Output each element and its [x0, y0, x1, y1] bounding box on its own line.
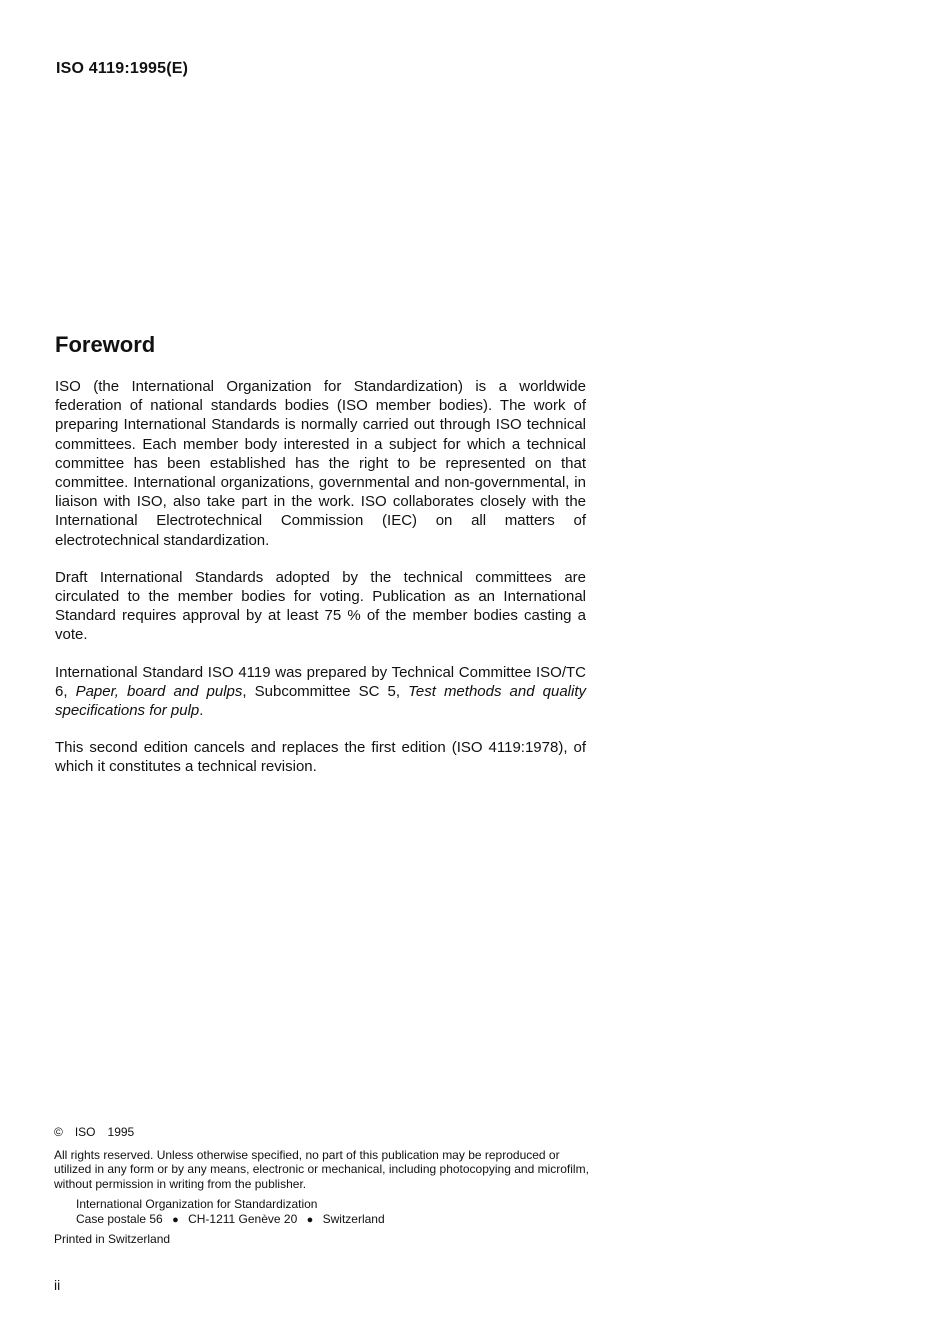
- foreword-paragraph-3: [55, 663, 586, 721]
- paragraph-text: , Subcommittee SC 5,: [242, 682, 409, 700]
- committee-title: Paper, board and pulps: [75, 682, 243, 700]
- document-identifier: ISO 4119:1995(E): [56, 60, 189, 77]
- foreword-paragraph-2: Draft International Standards adopted by the technical committees are circulated to the member bodies for voting. Publication as an International Standard requires approval by at least 75 % of the member bodies casting a vote.: [55, 568, 586, 644]
- postal-box: Case postale 56: [76, 1211, 163, 1226]
- publisher-address: [76, 1197, 594, 1227]
- city: CH-1211 Genève 20: [188, 1211, 298, 1226]
- foreword-paragraph-4: This second edition cancels and replaces the first edition (ISO 4119:1978), of which it constitutes a technical revision.: [55, 739, 586, 776]
- copyright-symbol: ©: [54, 1125, 63, 1139]
- section-title: Foreword: [55, 332, 156, 357]
- copyright-org: ISO: [74, 1125, 96, 1139]
- publisher-location: [76, 1212, 594, 1228]
- foreword-section: [55, 331, 586, 795]
- bullet-icon: ●: [172, 1213, 179, 1226]
- printed-in: Printed in Switzerland: [54, 1231, 171, 1246]
- country: Switzerland: [322, 1211, 385, 1226]
- paragraph-text: .: [199, 702, 204, 720]
- subcommittee-title: Test methods and quality specifications for pulp: [55, 682, 586, 720]
- bullet-icon: ●: [306, 1213, 314, 1226]
- publisher-name: International Organization for Standardization: [76, 1197, 318, 1212]
- copyright-footer: [54, 1125, 594, 1246]
- page-number: ii: [54, 1277, 61, 1293]
- copyright-year: 1995: [107, 1125, 135, 1139]
- paragraph-text: International Standard ISO 4119 was prepared by Technical Committee ISO/TC 6,: [55, 663, 586, 700]
- rights-statement: All rights reserved. Unless otherwise specified, no part of this publication may be reproduced or utilized in any form or by any means, electronic or mechanical, including photocopying and microfilm, without permission in writing from the publisher.: [54, 1147, 589, 1191]
- foreword-paragraph-1: ISO (the International Organization for Standardization) is a worldwide federation of national standards bodies (ISO member bodies). The work of preparing International Standards is normally carried out through ISO technical committees. Each member body interested in a subject for which a technical committee has been established has the right to be represented on that committee. International organizations, governmental and non-governmental, in liaison with ISO, also take part in the work. ISO collaborates closely with the International Electrotechnical Commission (IEC) on all matters of electrotechnical standardization.: [55, 378, 586, 549]
- copyright-line: [54, 1125, 594, 1140]
